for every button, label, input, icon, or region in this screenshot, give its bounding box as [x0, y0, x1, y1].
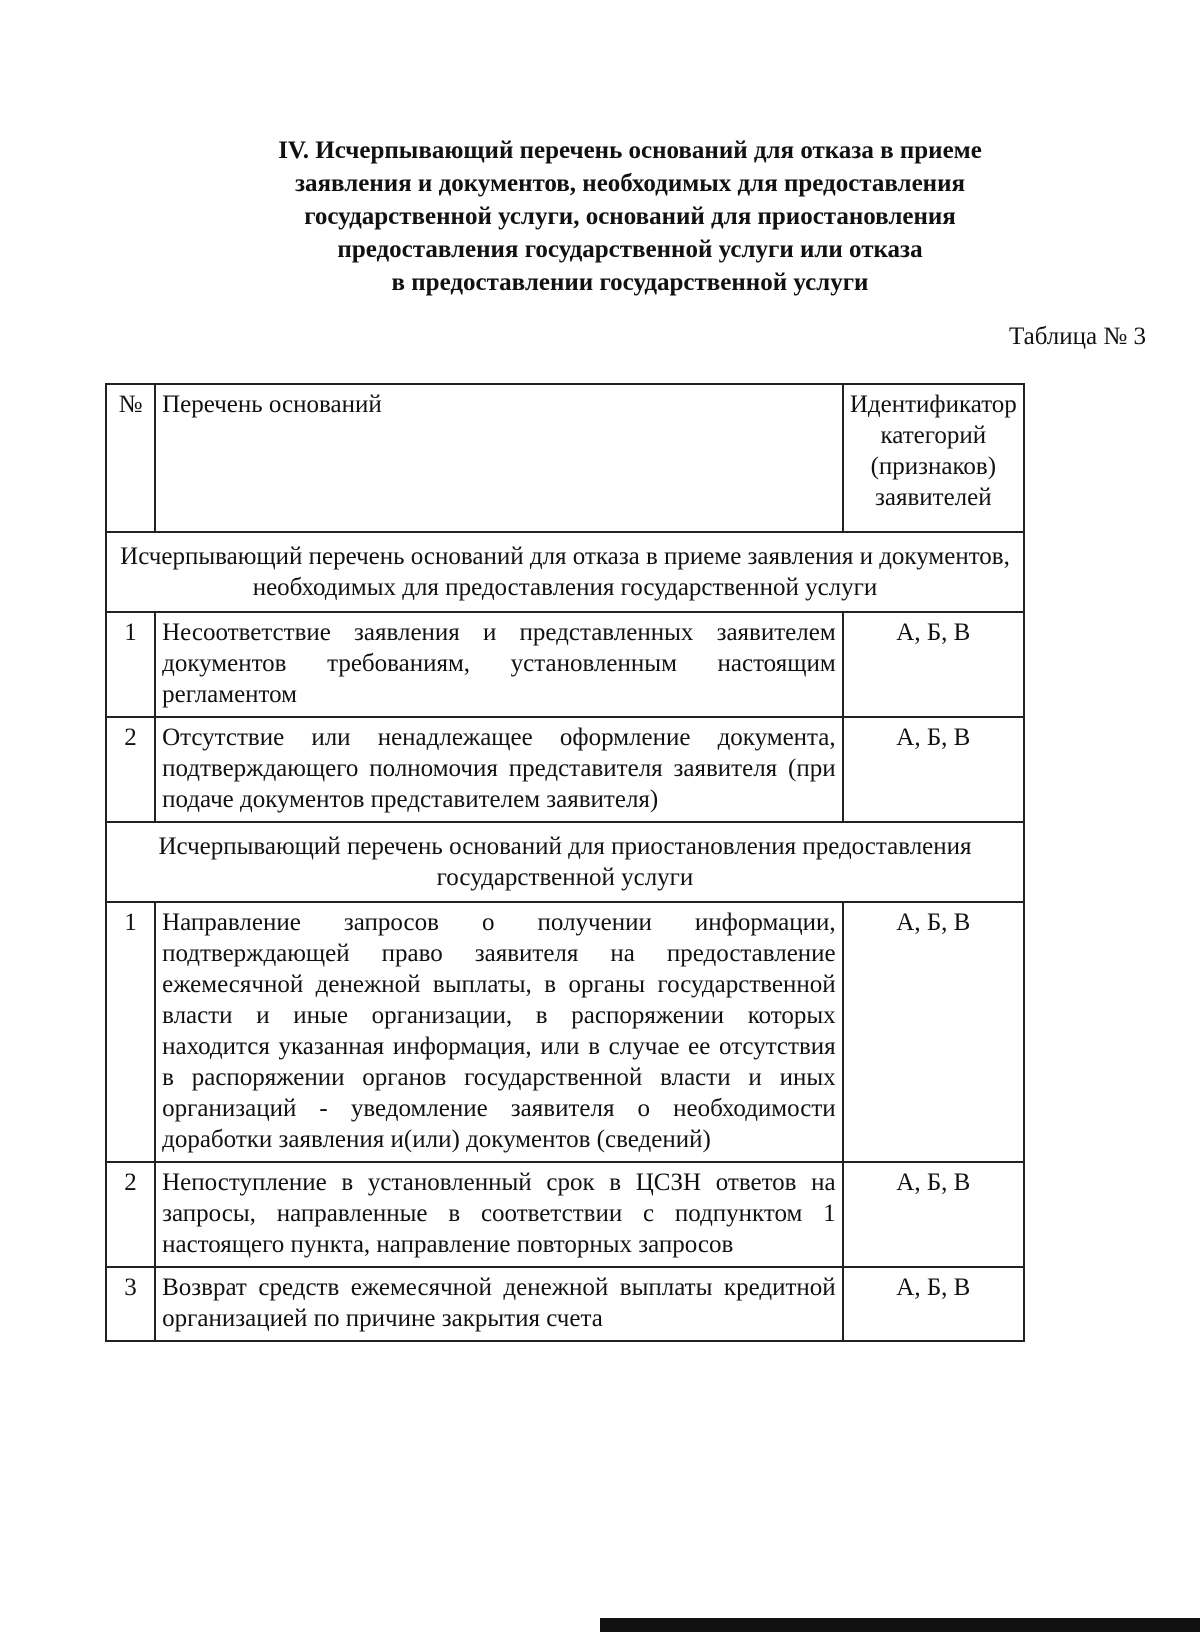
table-row: [106, 1162, 1024, 1267]
table-caption: Таблица № 3: [1008, 323, 1146, 350]
table-header-row: [106, 384, 1024, 532]
row-num: 2: [106, 1162, 155, 1267]
title-line: в предоставлении государственной услуги: [391, 269, 869, 296]
table-row: [106, 902, 1024, 1162]
section-heading-row: [106, 822, 1024, 902]
row-num: 1: [106, 902, 155, 1162]
row-identifier: А, Б, В: [843, 1267, 1024, 1341]
table-row: [106, 612, 1024, 717]
grounds-table: [105, 383, 1025, 1342]
row-identifier: А, Б, В: [843, 902, 1024, 1162]
row-text: Отсутствие или ненадлежащее оформление документа, подтверждающего полномочия представителя заявителя (при подаче документов представителем заявителя): [155, 717, 843, 822]
row-text: Направление запросов о получении информации, подтверждающей право заявителя на предоставление ежемесячной денежной выплаты, в органы государственной власти и иные организации, в распоряжении которых находится указанная информация, или в случае ее отсутствия в распоряжении органов государственной власти и иных организаций - уведомление заявителя о необходимости доработки заявления и(или) документов (сведений): [155, 902, 843, 1162]
section-heading-row: [106, 532, 1024, 612]
row-text: Непоступление в установленный срок в ЦСЗН ответов на запросы, направленные в соответствии с подпунктом 1 настоящего пункта, направление повторных запросов: [155, 1162, 843, 1267]
title-line: заявления и документов, необходимых для предоставления: [294, 170, 966, 197]
header-num: №: [106, 384, 155, 532]
scan-edge-bar: [600, 1618, 1200, 1632]
table-row: [106, 717, 1024, 822]
section-heading: Исчерпывающий перечень оснований для отказа в приеме заявления и документов, необходимых для предоставления государственной услуги: [106, 532, 1024, 612]
row-num: 3: [106, 1267, 155, 1341]
row-identifier: А, Б, В: [843, 1162, 1024, 1267]
header-grounds: Перечень оснований: [155, 384, 843, 532]
section-heading: Исчерпывающий перечень оснований для приостановления предоставления государственной услуги: [106, 822, 1024, 902]
row-num: 1: [106, 612, 155, 717]
title-line: IV. Исчерпывающий перечень оснований для отказа в приеме: [278, 137, 982, 164]
row-num: 2: [106, 717, 155, 822]
section-title: [150, 134, 1110, 299]
row-identifier: А, Б, В: [843, 717, 1024, 822]
header-identifier: Идентификатор категорий (признаков) заявителей: [843, 384, 1024, 532]
title-line: предоставления государственной услуги или отказа: [337, 236, 923, 263]
row-identifier: А, Б, В: [843, 612, 1024, 717]
title-line: государственной услуги, оснований для приостановления: [304, 203, 956, 230]
table-row: [106, 1267, 1024, 1341]
row-text: Возврат средств ежемесячной денежной выплаты кредитной организацией по причине закрытия счета: [155, 1267, 843, 1341]
row-text: Несоответствие заявления и представленных заявителем документов требованиям, установленным настоящим регламентом: [155, 612, 843, 717]
